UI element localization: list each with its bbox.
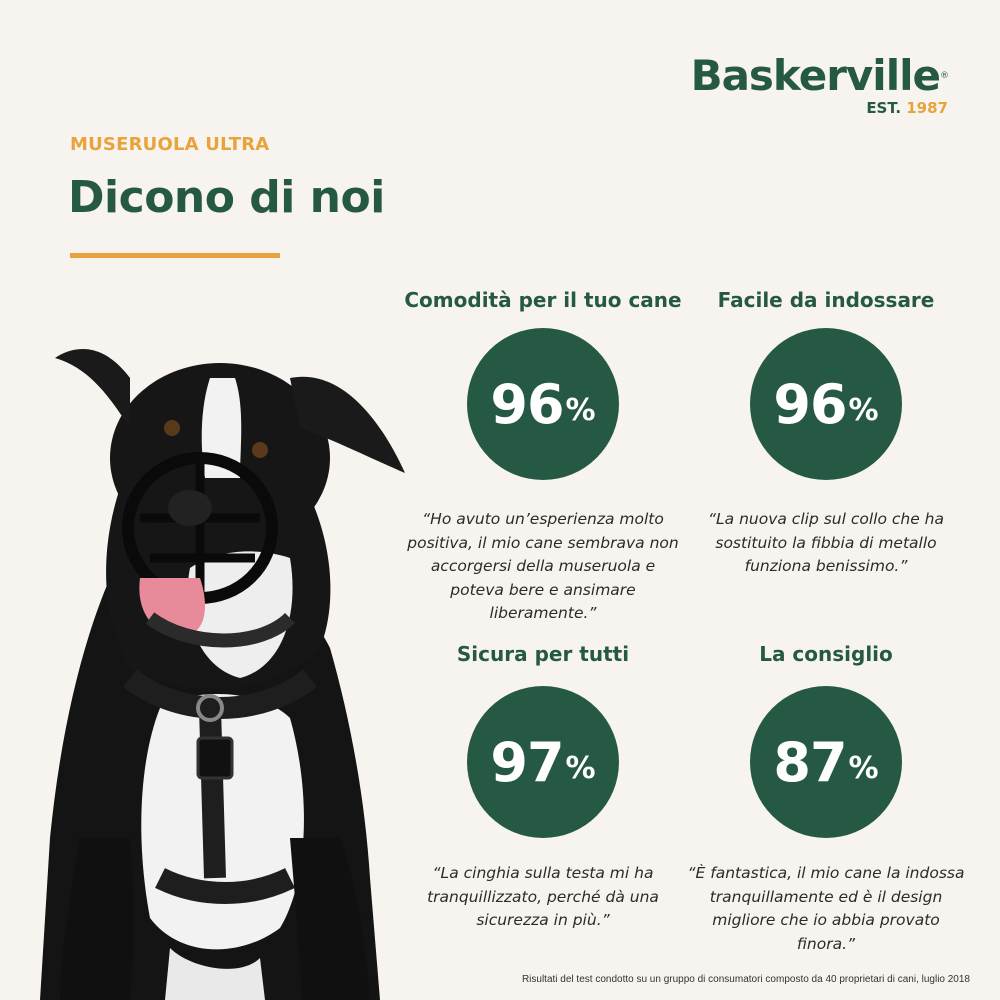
- dog-photo: [40, 318, 420, 1000]
- percent-sign: %: [565, 750, 596, 786]
- stat-quote: “Ho avuto un’esperienza molto positiva, il mio cane sembrava non accorgersi della museruola e poteva bere e ansimare liberamente.”: [407, 510, 679, 622]
- harness-buckle: [198, 738, 232, 778]
- stat-safe: [403, 620, 683, 933]
- stat-circle: [750, 328, 902, 480]
- footnote: Risultati del test condotto su un gruppo di consumatori composto da 40 proprietari di cani, luglio 2018: [521, 974, 970, 985]
- stat-comfort: [403, 260, 683, 626]
- dog-eye-left: [164, 420, 180, 436]
- stat-value: 96: [773, 372, 847, 436]
- stat-title: Sicura per tutti: [456, 642, 630, 666]
- stat-quote: “La cinghia sulla testa mi ha tranquillizzato, perché dà una sicurezza in più.”: [427, 864, 659, 929]
- dog-ear-left: [55, 349, 130, 428]
- dog-eye-right: [252, 442, 268, 458]
- stat-title: Facile da indossare: [717, 288, 935, 312]
- stat-circle: [467, 686, 619, 838]
- dog-nose: [168, 490, 212, 526]
- stat-title: La consiglio: [759, 642, 893, 666]
- est-year: 1987: [906, 99, 948, 117]
- registered-mark: ®: [940, 71, 948, 81]
- stat-value: 87: [773, 730, 847, 794]
- percent-sign: %: [848, 750, 879, 786]
- title-underline: [70, 253, 280, 258]
- stat-quote: “È fantastica, il mio cane la indossa tranquillamente ed è il design migliore che io abbia provato finora.”: [687, 864, 965, 953]
- est-prefix: EST.: [866, 99, 902, 117]
- stat-circle: [467, 328, 619, 480]
- percent-sign: %: [565, 392, 596, 428]
- page-title: Dicono di noi: [68, 172, 385, 223]
- brand-name: Baskerville: [690, 51, 940, 100]
- stat-circle: [750, 686, 902, 838]
- stat-easy-to-wear: [686, 260, 966, 579]
- product-eyebrow: MUSERUOLA ULTRA: [70, 134, 270, 155]
- brand-logo: [691, 52, 948, 116]
- stat-recommend: [686, 620, 966, 956]
- stat-quote: “La nuova clip sul collo che ha sostituito la fibbia di metallo funziona benissimo.”: [707, 510, 944, 575]
- stat-value: 96: [490, 372, 564, 436]
- percent-sign: %: [848, 392, 879, 428]
- stat-title: Comodità per il tuo cane: [404, 288, 682, 312]
- stat-value: 97: [490, 730, 564, 794]
